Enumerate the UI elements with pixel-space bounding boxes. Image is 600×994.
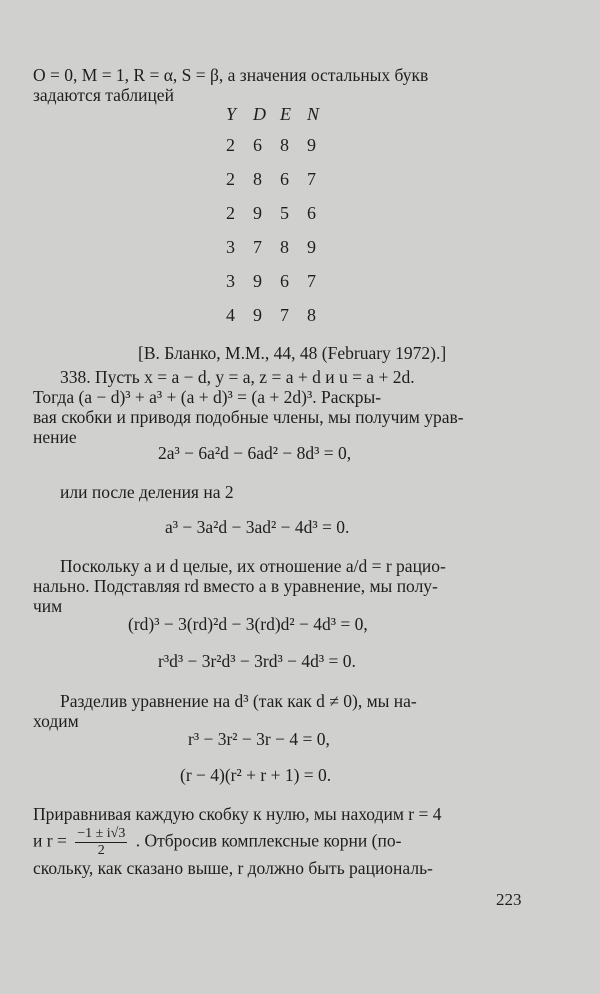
text-line: O = 0, M = 1, R = α, S = β, а значения остальных букв — [33, 65, 429, 85]
table-cell: 9 — [253, 270, 262, 291]
column-header: N — [307, 103, 320, 124]
table-row — [226, 162, 334, 196]
equation: (rd)³ − 3(rd)²d − 3(rd)d² − 4d³ = 0, — [128, 614, 368, 634]
table-cell: 9 — [307, 134, 316, 155]
table-cell: 6 — [307, 202, 316, 223]
table-cell: 4 — [226, 304, 235, 325]
text-line: или после деления на 2 — [60, 482, 234, 502]
fraction — [75, 826, 127, 859]
table-cell: 6 — [280, 168, 289, 189]
table-cell: 7 — [307, 270, 316, 291]
digit-table — [226, 100, 334, 332]
equation: 2a³ − 6a²d − 6ad² − 8d³ = 0, — [158, 443, 352, 463]
text-line: задаются таблицей — [33, 85, 174, 105]
table-cell: 3 — [226, 236, 235, 257]
equation: r³d³ − 3r²d³ − 3rd³ − 4d³ = 0. — [158, 651, 356, 671]
equation: (r − 4)(r² + r + 1) = 0. — [180, 765, 332, 785]
text-line-with-fraction — [33, 826, 401, 859]
table-row — [226, 298, 334, 332]
text-line: Поскольку a и d целые, их отношение a/d = r рацио- — [60, 556, 446, 576]
column-header: D — [253, 103, 266, 124]
text-line: ходим — [33, 711, 79, 731]
table-cell: 2 — [226, 202, 235, 223]
text-line: чим — [33, 596, 63, 616]
table-row — [226, 230, 334, 264]
table-cell: 3 — [226, 270, 235, 291]
table-cell: 7 — [307, 168, 316, 189]
text-line: Приравнивая каждую скобку к нулю, мы находим r = 4 — [33, 804, 442, 824]
text-line: нально. Подставляя rd вместо a в уравнение, мы полу- — [33, 576, 438, 596]
table-cell: 8 — [280, 236, 289, 257]
text-fragment: . Отбросив комплексные корни (по- — [135, 830, 402, 851]
table-cell: 2 — [226, 134, 235, 155]
text-line: нение — [33, 427, 77, 447]
table-cell: 9 — [253, 304, 262, 325]
table-cell: 8 — [307, 304, 316, 325]
table-row — [226, 264, 334, 298]
fraction-denominator: 2 — [97, 843, 105, 858]
fraction-numerator: −1 ± i√3 — [77, 826, 126, 841]
table-cell: 9 — [253, 202, 262, 223]
table-cell: 9 — [307, 236, 316, 257]
equation: r³ − 3r² − 3r − 4 = 0, — [188, 729, 330, 749]
table-row — [226, 128, 334, 162]
table-header-row — [226, 100, 334, 128]
problem-heading-line: 338. Пусть x = a − d, y = a, z = a + d и u = a + 2d. — [60, 367, 415, 387]
text-line: Разделив уравнение на d³ (так как d ≠ 0), мы на- — [60, 691, 417, 711]
table-cell: 6 — [280, 270, 289, 291]
column-header: Y — [226, 103, 237, 124]
table-cell: 7 — [253, 236, 262, 257]
page-number: 223 — [496, 890, 522, 909]
table-cell: 7 — [280, 304, 289, 325]
table-cell: 8 — [280, 134, 289, 155]
table-cell: 2 — [226, 168, 235, 189]
text-line: вая скобки и приводя подобные члены, мы получим урав- — [33, 407, 464, 427]
equation: a³ − 3a²d − 3ad² − 4d³ = 0. — [165, 517, 350, 537]
text-line: Тогда (a − d)³ + a³ + (a + d)³ = (a + 2d)³. Раскры- — [33, 387, 382, 407]
text-line: скольку, как сказано выше, r должно быть рациональ- — [33, 858, 433, 878]
column-header: E — [280, 103, 291, 124]
table-cell: 6 — [253, 134, 262, 155]
table-cell: 5 — [280, 202, 289, 223]
text-fragment: и r = — [33, 830, 67, 851]
citation: [В. Бланко, M.M., 44, 48 (February 1972).] — [138, 343, 447, 363]
table-row — [226, 196, 334, 230]
table-cell: 8 — [253, 168, 262, 189]
